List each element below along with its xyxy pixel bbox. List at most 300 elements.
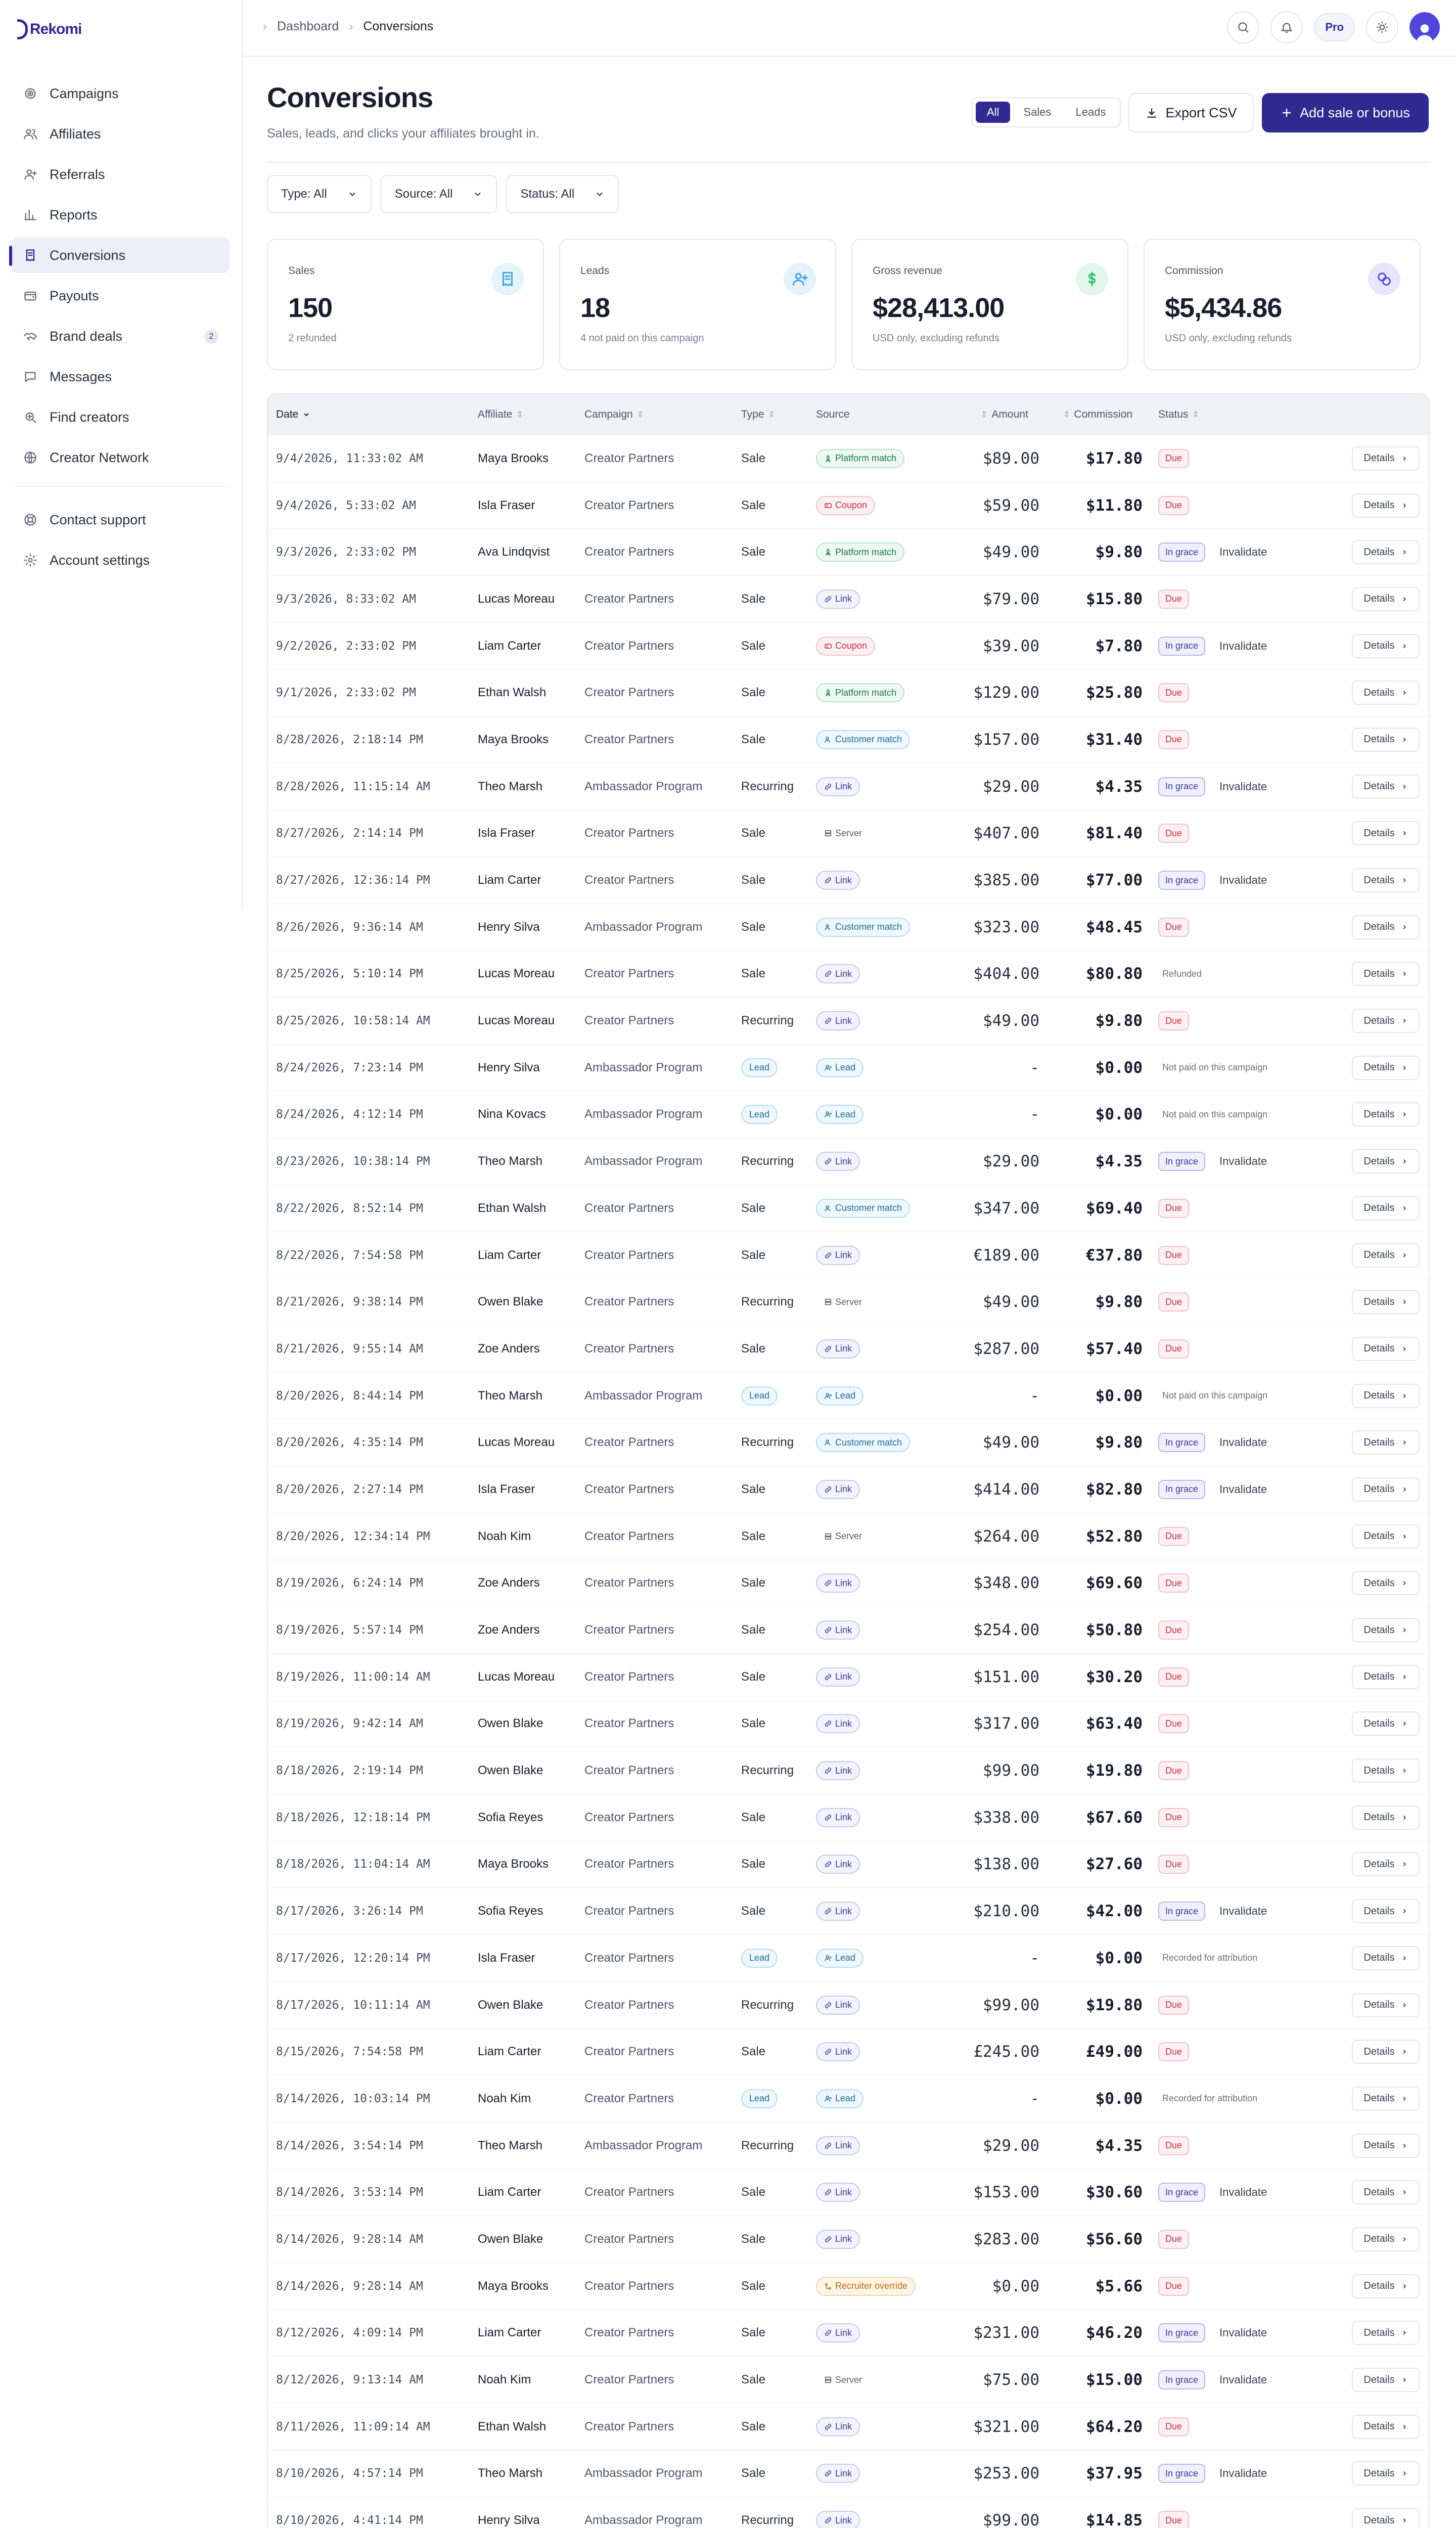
details-button[interactable] [1352, 2227, 1420, 2251]
details-button[interactable] [1352, 1993, 1420, 2017]
add-sale-button[interactable] [1262, 93, 1429, 132]
sidebar-item-label: Campaigns [50, 85, 119, 101]
affiliate-cell[interactable]: Lucas Moreau [478, 967, 555, 981]
details-button[interactable] [1352, 2461, 1420, 2486]
source-label: Link [835, 1859, 852, 1869]
commission-cell: $50.80 [1086, 1621, 1143, 1640]
invalidate-button[interactable]: Invalidate [1219, 1436, 1267, 1449]
source-label: Customer match [835, 922, 902, 932]
details-button[interactable] [1352, 1524, 1420, 1549]
details-button[interactable] [1352, 2040, 1420, 2064]
invalidate-button[interactable]: Invalidate [1219, 2186, 1267, 2199]
affiliate-cell[interactable]: Nina Kovacs [478, 1107, 546, 1121]
source-label: Lead [835, 1953, 856, 1963]
affiliate-cell[interactable]: Liam Carter [478, 2045, 541, 2059]
table-row[interactable] [268, 951, 1429, 998]
export-csv-button[interactable] [1128, 93, 1254, 132]
chevron-right-icon [1401, 2376, 1408, 2383]
sidebar-item-label: Brand deals [50, 328, 123, 344]
affiliate-cell[interactable]: Theo Marsh [478, 1388, 543, 1403]
table-row[interactable] [268, 2122, 1429, 2169]
table-row[interactable] [268, 856, 1429, 904]
details-button[interactable] [1352, 1196, 1420, 1221]
table-row[interactable] [268, 763, 1429, 810]
invalidate-button[interactable]: Invalidate [1219, 1155, 1267, 1168]
source-badge [816, 1011, 860, 1030]
campaign-cell: Creator Partners [584, 686, 674, 700]
affiliate-cell[interactable]: Zoe Anders [478, 1341, 540, 1356]
details-cell [1352, 2451, 1420, 2497]
table-row[interactable] [268, 435, 1429, 482]
source-badge [816, 2277, 916, 2296]
details-button[interactable] [1352, 1009, 1420, 1033]
source-cell [816, 1654, 860, 1700]
affiliate-cell[interactable]: Theo Marsh [478, 779, 543, 793]
sidebar-item-brand-deals[interactable] [11, 319, 230, 354]
details-button[interactable] [1352, 2180, 1420, 2204]
details-button[interactable] [1352, 915, 1420, 939]
details-button[interactable] [1352, 634, 1420, 658]
status-filter-label: Status: All [520, 187, 575, 201]
status-cell [1158, 1841, 1189, 1888]
affiliate-cell[interactable]: Zoe Anders [478, 1576, 540, 1590]
details-button[interactable] [1352, 1102, 1420, 1126]
affiliate-cell[interactable]: Ava Lindqvist [478, 545, 550, 559]
link-icon [824, 970, 832, 978]
affiliate-cell[interactable]: Noah Kim [478, 1529, 531, 1543]
details-cell [1352, 1654, 1420, 1700]
details-button[interactable] [1352, 728, 1420, 752]
type-cell [741, 2075, 778, 2122]
type-text: Recurring [741, 2138, 794, 2152]
affiliate-cell[interactable]: Isla Fraser [478, 1482, 535, 1496]
chevron-right-icon: › [349, 19, 353, 33]
source-filter[interactable] [381, 175, 497, 213]
details-button[interactable] [1352, 1571, 1420, 1595]
status-cell [1158, 716, 1189, 763]
table-row[interactable] [268, 1560, 1429, 1607]
affiliate-cell[interactable]: Lucas Moreau [478, 592, 555, 606]
type-cell [741, 1138, 794, 1185]
type-text: Sale [741, 2232, 766, 2246]
type-text: Sale [741, 967, 766, 981]
status-cell [1158, 1326, 1189, 1372]
col-type[interactable] [741, 394, 775, 435]
col-campaign[interactable] [584, 394, 644, 435]
source-label: Link [835, 2468, 852, 2478]
details-button[interactable] [1352, 1618, 1420, 1642]
table-row[interactable] [268, 1934, 1429, 1981]
sidebar-item-label: Payouts [50, 288, 99, 303]
details-label: Details [1363, 1624, 1395, 1636]
type-text: Sale [741, 545, 766, 559]
details-button[interactable] [1352, 1337, 1420, 1361]
type-text: Sale [741, 732, 766, 746]
affiliate-cell[interactable]: Owen Blake [478, 1998, 543, 2012]
table-row[interactable] [268, 1325, 1429, 1372]
affiliate-cell[interactable]: Theo Marsh [478, 2466, 543, 2480]
affiliate-cell[interactable]: Owen Blake [478, 1717, 543, 1731]
source-label: Link [835, 1484, 852, 1495]
type-cell [741, 1982, 794, 2028]
details-cell [1352, 716, 1420, 763]
details-button[interactable] [1352, 2087, 1420, 2111]
segment-leads[interactable]: Leads [1075, 106, 1106, 118]
sidebar-item-label: Find creators [50, 409, 129, 425]
source-cell [816, 2028, 860, 2075]
affiliate-cell[interactable]: Maya Brooks [478, 1857, 549, 1871]
amount-cell: £245.00 [973, 2043, 1039, 2061]
amount-cell: - [1030, 1105, 1039, 1124]
table-row[interactable] [268, 2450, 1429, 2497]
affiliate-cell[interactable]: Maya Brooks [478, 732, 549, 746]
details-button[interactable] [1352, 2508, 1420, 2528]
user-avatar[interactable] [1409, 12, 1440, 42]
status-badge: Due [1158, 1527, 1189, 1546]
sidebar-item-account-settings[interactable] [11, 543, 230, 578]
campaign-cell: Creator Partners [584, 2419, 674, 2433]
source-cell [816, 2310, 860, 2357]
invalidate-button[interactable]: Invalidate [1219, 874, 1267, 887]
affiliate-cell[interactable]: Liam Carter [478, 2185, 541, 2199]
affiliate-cell[interactable]: Owen Blake [478, 2232, 543, 2246]
details-cell [1352, 576, 1420, 622]
affiliate-cell[interactable]: Henry Silva [478, 1060, 540, 1074]
sidebar-item-messages[interactable] [11, 359, 230, 394]
commission-cell: $67.60 [1086, 1808, 1143, 1827]
search-button[interactable] [1227, 11, 1259, 43]
notifications-button[interactable] [1270, 11, 1303, 43]
table-body [268, 435, 1429, 2528]
affiliate-cell[interactable]: Henry Silva [478, 920, 540, 934]
affiliate-cell[interactable]: Henry Silva [478, 2513, 540, 2527]
source-cell [816, 1888, 860, 1934]
table-row[interactable] [268, 810, 1429, 857]
segment-sales[interactable]: Sales [1023, 106, 1052, 118]
affiliate-cell[interactable]: Theo Marsh [478, 2138, 543, 2152]
status-badge: Due [1158, 1011, 1189, 1030]
affiliate-cell[interactable]: Isla Fraser [478, 1951, 535, 1965]
invalidate-button[interactable]: Invalidate [1219, 1905, 1267, 1918]
theme-toggle[interactable] [1366, 11, 1398, 43]
affiliate-cell[interactable]: Sofia Reyes [478, 1810, 543, 1824]
chevron-right-icon [1401, 2095, 1408, 2102]
details-button[interactable] [1352, 2274, 1420, 2298]
app-logo[interactable] [17, 19, 81, 39]
status-badge: Due [1158, 918, 1189, 937]
table-row[interactable] [268, 1700, 1429, 1747]
source-cell [816, 1232, 860, 1279]
table-row[interactable] [268, 997, 1429, 1044]
table-row[interactable] [268, 2169, 1429, 2216]
table-row[interactable] [268, 2356, 1429, 2403]
details-cell [1352, 2404, 1420, 2450]
details-button[interactable] [1352, 1946, 1420, 1970]
commission-cell: €37.80 [1086, 1246, 1143, 1265]
sidebar-item-referrals[interactable] [11, 157, 230, 192]
table-row[interactable] [268, 1981, 1429, 2028]
details-button[interactable] [1352, 2368, 1420, 2392]
source-badge [816, 1105, 863, 1124]
amount-cell: $29.00 [983, 1152, 1039, 1171]
link-icon [824, 1251, 832, 1259]
table-row[interactable] [268, 716, 1429, 763]
col-status[interactable] [1158, 394, 1199, 435]
status-cell [1158, 1185, 1189, 1232]
type-cell [741, 2028, 765, 2075]
details-button[interactable] [1352, 962, 1420, 986]
source-label: Link [835, 1156, 852, 1166]
amount-cell: $385.00 [973, 871, 1039, 890]
type-text: Recurring [741, 1998, 794, 2012]
commission-cell: $0.00 [1095, 1949, 1143, 1967]
details-button[interactable] [1352, 1665, 1420, 1689]
table-row[interactable] [268, 1232, 1429, 1279]
sidebar-item-find-creators[interactable] [11, 399, 230, 435]
help-icon [23, 513, 37, 527]
affiliate-cell[interactable]: Isla Fraser [478, 498, 535, 512]
invalidate-button[interactable]: Invalidate [1219, 639, 1267, 652]
amount-cell: $75.00 [983, 2371, 1039, 2389]
table-row[interactable] [268, 2403, 1429, 2450]
amount-cell: $49.00 [983, 1012, 1039, 1030]
table-row[interactable] [268, 2310, 1429, 2357]
sun-icon [1376, 21, 1389, 34]
source-cell [816, 763, 860, 810]
details-label: Details [1363, 1999, 1395, 2011]
chevron-right-icon [1401, 2329, 1408, 2336]
table-row[interactable] [268, 622, 1429, 669]
table-row[interactable] [268, 1185, 1429, 1232]
affiliate-cell[interactable]: Maya Brooks [478, 451, 549, 465]
type-text: Sale [741, 1482, 766, 1496]
type-cell [741, 1560, 765, 1607]
sidebar-item-campaigns[interactable] [11, 76, 230, 111]
details-button[interactable] [1352, 775, 1420, 799]
invalidate-button[interactable]: Invalidate [1219, 780, 1267, 793]
affiliate-cell[interactable]: Liam Carter [478, 2326, 541, 2340]
campaign-cell: Creator Partners [584, 2185, 674, 2199]
affiliate-cell[interactable]: Sofia Reyes [478, 1904, 543, 1918]
breadcrumb-current: Conversions [363, 19, 434, 33]
col-affiliate[interactable] [478, 394, 523, 435]
details-button[interactable] [1352, 540, 1420, 564]
status-cell [1158, 1888, 1267, 1934]
source-cell [816, 1935, 863, 1981]
status-cell [1158, 2075, 1261, 2122]
details-button[interactable] [1352, 2415, 1420, 2439]
source-badge [816, 1433, 910, 1452]
amount-cell: $138.00 [973, 1855, 1039, 1874]
breadcrumb [263, 19, 433, 34]
table-row[interactable] [268, 1747, 1429, 1794]
details-button[interactable] [1352, 1852, 1420, 1876]
details-button[interactable] [1352, 1384, 1420, 1408]
details-button[interactable] [1352, 1711, 1420, 1736]
source-cell [816, 1747, 860, 1794]
plan-badge[interactable]: Pro [1314, 13, 1355, 41]
col-commission[interactable] [1063, 394, 1132, 435]
invalidate-button[interactable]: Invalidate [1219, 2467, 1267, 2480]
type-cell [741, 1747, 794, 1794]
affiliate-cell[interactable]: Liam Carter [478, 639, 541, 653]
type-cell [741, 998, 794, 1044]
affiliate-cell[interactable]: Owen Blake [478, 1295, 543, 1309]
invalidate-button[interactable]: Invalidate [1219, 2326, 1267, 2339]
status-badge: Due [1158, 1199, 1189, 1218]
details-cell [1352, 2497, 1420, 2528]
table-row[interactable] [268, 1606, 1429, 1653]
source-filter-label: Source: All [394, 187, 453, 201]
commission-cell: $30.60 [1086, 2183, 1143, 2202]
affiliate-cell[interactable]: Isla Fraser [478, 826, 535, 840]
affiliate-cell[interactable]: Lucas Moreau [478, 1014, 555, 1028]
table-row[interactable] [268, 1841, 1429, 1888]
details-button[interactable] [1352, 1243, 1420, 1268]
user-plus-icon [824, 1954, 832, 1962]
status-cell [1158, 1466, 1267, 1513]
amount-cell: $323.00 [973, 918, 1039, 936]
status-filter[interactable] [506, 175, 619, 213]
affiliate-cell[interactable]: Ethan Walsh [478, 2419, 547, 2433]
status-badge: In grace [1158, 1433, 1205, 1452]
details-button[interactable] [1352, 821, 1420, 845]
table-row[interactable] [268, 2497, 1429, 2528]
affiliate-cell[interactable]: Maya Brooks [478, 2279, 549, 2293]
chevron-right-icon [1401, 549, 1408, 556]
source-badge [816, 2323, 860, 2342]
date-cell: 8/17/2026, 10:11:14 AM [276, 1998, 430, 2012]
details-cell [1352, 904, 1420, 951]
details-label: Details [1363, 2374, 1395, 2385]
details-button[interactable] [1352, 2134, 1420, 2158]
date-cell: 8/14/2026, 9:28:14 AM [276, 2279, 423, 2293]
details-button[interactable] [1352, 493, 1420, 518]
segment-all[interactable]: All [976, 102, 1010, 123]
source-badge [816, 1761, 860, 1780]
details-button[interactable] [1352, 1056, 1420, 1080]
details-button[interactable] [1352, 868, 1420, 892]
commission-cell: $19.80 [1086, 1762, 1143, 1780]
sidebar-item-reports[interactable] [11, 197, 230, 233]
table-row[interactable] [268, 1138, 1429, 1185]
table-row[interactable] [268, 1794, 1429, 1841]
sidebar-item-contact-support[interactable] [11, 502, 230, 537]
sort-icon: ⇕ [1192, 411, 1199, 419]
details-button[interactable] [1352, 2321, 1420, 2345]
chevron-down-icon [473, 189, 483, 199]
details-button[interactable] [1352, 681, 1420, 705]
message-icon [23, 370, 37, 384]
details-button[interactable] [1352, 1290, 1420, 1314]
source-badge [816, 1620, 860, 1640]
details-button[interactable] [1352, 1758, 1420, 1783]
affiliate-cell[interactable]: Lucas Moreau [478, 1669, 555, 1684]
invalidate-button[interactable]: Invalidate [1219, 1482, 1267, 1496]
sidebar-item-label: Messages [50, 369, 112, 384]
amount-cell: €189.00 [973, 1246, 1039, 1265]
details-button[interactable] [1352, 1899, 1420, 1923]
table-row[interactable] [268, 1466, 1429, 1513]
affiliate-cell[interactable]: Lucas Moreau [478, 1435, 555, 1450]
table-row[interactable] [268, 1513, 1429, 1560]
amount-cell: - [1030, 1058, 1039, 1077]
sidebar-item-payouts[interactable] [11, 278, 230, 313]
type-text: Sale [741, 2279, 766, 2293]
details-button[interactable] [1352, 587, 1420, 611]
table-row[interactable] [268, 2075, 1429, 2122]
table-row[interactable] [268, 528, 1429, 575]
affiliate-cell[interactable]: Theo Marsh [478, 1154, 543, 1168]
affiliate-cell[interactable]: Liam Carter [478, 1248, 541, 1262]
table-row[interactable] [268, 2028, 1429, 2075]
table-row[interactable] [268, 2263, 1429, 2310]
invalidate-button[interactable]: Invalidate [1219, 2373, 1267, 2386]
date-cell: 8/21/2026, 9:38:14 PM [276, 1295, 423, 1309]
affiliate-cell[interactable]: Noah Kim [478, 2091, 531, 2105]
table-row[interactable] [268, 2216, 1429, 2263]
breadcrumb-dashboard[interactable]: Dashboard [277, 19, 339, 33]
details-button[interactable] [1352, 1149, 1420, 1173]
details-button[interactable] [1352, 1430, 1420, 1455]
table-row[interactable] [268, 1044, 1429, 1091]
col-amount[interactable] [981, 394, 1028, 435]
campaign-cell: Creator Partners [584, 1951, 674, 1965]
invalidate-button[interactable]: Invalidate [1219, 546, 1267, 559]
source-cell [816, 810, 870, 857]
type-badge: Lead [741, 1386, 778, 1406]
status-badge: Due [1158, 496, 1189, 515]
status-cell [1158, 2497, 1189, 2528]
col-date[interactable] [276, 394, 310, 435]
type-filter[interactable] [267, 175, 372, 213]
affiliate-cell[interactable]: Ethan Walsh [478, 1201, 547, 1215]
campaign-cell: Creator Partners [584, 639, 674, 653]
sidebar-item-affiliates[interactable] [11, 116, 230, 152]
details-cell [1352, 2310, 1420, 2357]
details-button[interactable] [1352, 1805, 1420, 1830]
affiliate-cell[interactable]: Noah Kim [478, 2373, 531, 2387]
table-row[interactable] [268, 1653, 1429, 1700]
details-button[interactable] [1352, 1477, 1420, 1502]
table-row[interactable] [268, 1278, 1429, 1325]
affiliate-cell[interactable]: Ethan Walsh [478, 686, 547, 700]
table-row[interactable] [268, 482, 1429, 529]
affiliate-cell[interactable]: Zoe Anders [478, 1623, 540, 1637]
sidebar-item-conversions[interactable] [11, 238, 230, 273]
details-label: Details [1363, 2280, 1395, 2292]
type-text: Recurring [741, 1154, 794, 1168]
table-row[interactable] [268, 1091, 1429, 1138]
stat-card-sales [267, 239, 544, 370]
source-cell [816, 1045, 863, 1091]
table-row[interactable] [268, 575, 1429, 622]
sidebar-item-creator-network[interactable] [11, 440, 230, 475]
col-type-label: Type [741, 409, 764, 420]
table-row[interactable] [268, 1887, 1429, 1934]
details-button[interactable] [1352, 446, 1420, 471]
date-cell: 8/11/2026, 11:09:14 AM [276, 2420, 430, 2433]
table-row[interactable] [268, 669, 1429, 716]
affiliate-cell[interactable]: Owen Blake [478, 1764, 543, 1778]
table-row[interactable] [268, 1372, 1429, 1419]
table-row[interactable] [268, 904, 1429, 951]
sort-icon: ⇕ [516, 411, 523, 419]
affiliate-cell[interactable]: Liam Carter [478, 873, 541, 887]
download-icon [1145, 106, 1158, 119]
type-cell [741, 810, 765, 857]
table-row[interactable] [268, 1419, 1429, 1466]
